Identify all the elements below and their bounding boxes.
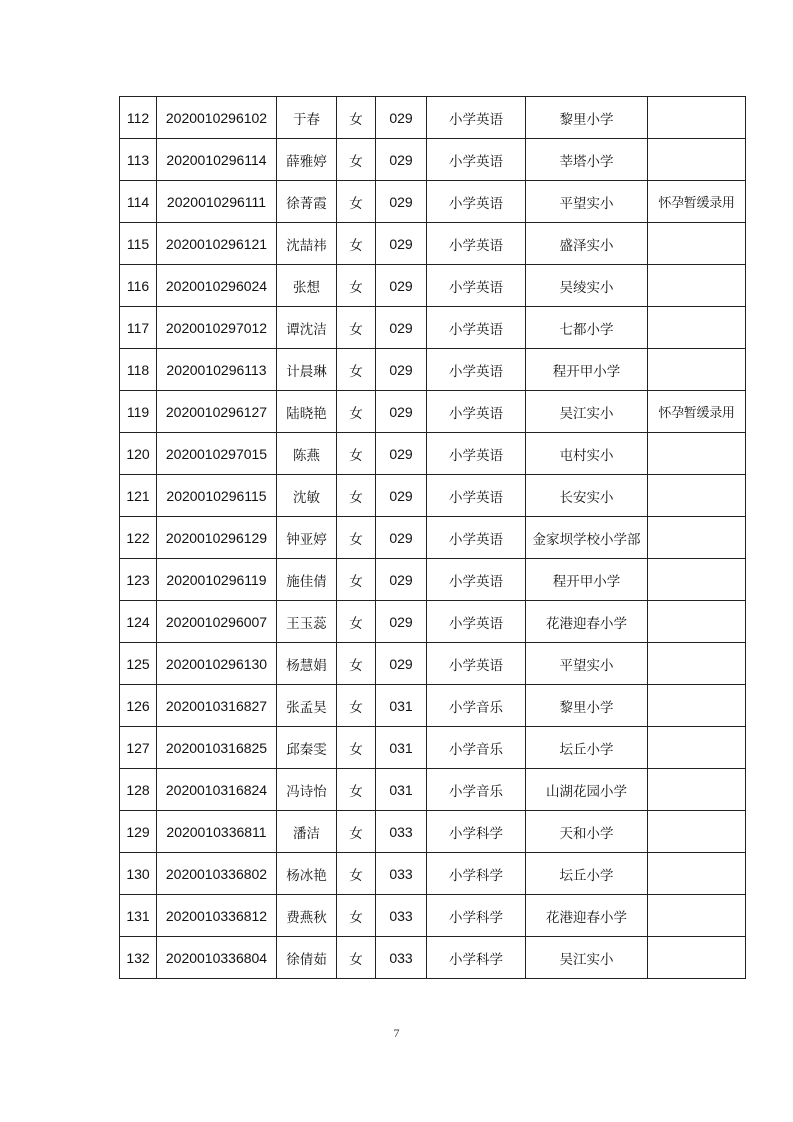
note-cell bbox=[648, 853, 746, 895]
ticket-number-cell: 2020010296114 bbox=[157, 139, 277, 181]
school-cell: 平望实小 bbox=[526, 181, 648, 223]
table-row bbox=[120, 391, 746, 433]
candidate-name-cell: 潘洁 bbox=[277, 811, 337, 853]
page-number: 7 bbox=[393, 1026, 400, 1040]
school-cell: 长安实小 bbox=[526, 475, 648, 517]
ticket-number-cell: 2020010296121 bbox=[157, 223, 277, 265]
table-row bbox=[120, 559, 746, 601]
table-row bbox=[120, 517, 746, 559]
ticket-number-cell: 2020010296113 bbox=[157, 349, 277, 391]
note-cell bbox=[648, 895, 746, 937]
school-cell: 坛丘小学 bbox=[526, 853, 648, 895]
subject-cell: 小学音乐 bbox=[427, 769, 526, 811]
candidate-name-cell: 徐倩茹 bbox=[277, 937, 337, 979]
gender-cell: 女 bbox=[337, 559, 376, 601]
row-number-cell: 129 bbox=[120, 811, 157, 853]
table-row bbox=[120, 685, 746, 727]
gender-cell: 女 bbox=[337, 307, 376, 349]
position-code-cell: 033 bbox=[376, 811, 427, 853]
school-cell: 黎里小学 bbox=[526, 685, 648, 727]
gender-cell: 女 bbox=[337, 265, 376, 307]
subject-cell: 小学英语 bbox=[427, 517, 526, 559]
ticket-number-cell: 2020010316825 bbox=[157, 727, 277, 769]
gender-cell: 女 bbox=[337, 223, 376, 265]
roster-body bbox=[120, 97, 746, 979]
candidate-name-cell: 张孟昊 bbox=[277, 685, 337, 727]
ticket-number-cell: 2020010296119 bbox=[157, 559, 277, 601]
note-cell bbox=[648, 643, 746, 685]
ticket-number-cell: 2020010336811 bbox=[157, 811, 277, 853]
position-code-cell: 029 bbox=[376, 307, 427, 349]
table-row bbox=[120, 643, 746, 685]
position-code-cell: 029 bbox=[376, 433, 427, 475]
note-cell: 怀孕暂缓录用 bbox=[648, 391, 746, 433]
note-cell bbox=[648, 727, 746, 769]
gender-cell: 女 bbox=[337, 97, 376, 139]
candidate-name-cell: 于春 bbox=[277, 97, 337, 139]
school-cell: 吴绫实小 bbox=[526, 265, 648, 307]
row-number-cell: 125 bbox=[120, 643, 157, 685]
note-cell bbox=[648, 769, 746, 811]
row-number-cell: 114 bbox=[120, 181, 157, 223]
gender-cell: 女 bbox=[337, 685, 376, 727]
table-row bbox=[120, 349, 746, 391]
candidate-name-cell: 钟亚婷 bbox=[277, 517, 337, 559]
candidate-name-cell: 徐菁霞 bbox=[277, 181, 337, 223]
ticket-number-cell: 2020010336804 bbox=[157, 937, 277, 979]
candidate-name-cell: 薛雅婷 bbox=[277, 139, 337, 181]
position-code-cell: 029 bbox=[376, 517, 427, 559]
position-code-cell: 029 bbox=[376, 601, 427, 643]
subject-cell: 小学科学 bbox=[427, 937, 526, 979]
candidate-name-cell: 邱秦雯 bbox=[277, 727, 337, 769]
subject-cell: 小学英语 bbox=[427, 559, 526, 601]
row-number-cell: 130 bbox=[120, 853, 157, 895]
gender-cell: 女 bbox=[337, 139, 376, 181]
table-row bbox=[120, 937, 746, 979]
ticket-number-cell: 2020010296115 bbox=[157, 475, 277, 517]
subject-cell: 小学英语 bbox=[427, 307, 526, 349]
gender-cell: 女 bbox=[337, 601, 376, 643]
school-cell: 莘塔小学 bbox=[526, 139, 648, 181]
candidate-name-cell: 计晨琳 bbox=[277, 349, 337, 391]
subject-cell: 小学英语 bbox=[427, 139, 526, 181]
subject-cell: 小学英语 bbox=[427, 181, 526, 223]
school-cell: 平望实小 bbox=[526, 643, 648, 685]
note-cell bbox=[648, 811, 746, 853]
roster-table bbox=[119, 96, 746, 979]
position-code-cell: 029 bbox=[376, 97, 427, 139]
table-row bbox=[120, 265, 746, 307]
subject-cell: 小学英语 bbox=[427, 433, 526, 475]
row-number-cell: 112 bbox=[120, 97, 157, 139]
row-number-cell: 113 bbox=[120, 139, 157, 181]
gender-cell: 女 bbox=[337, 475, 376, 517]
note-cell bbox=[648, 475, 746, 517]
subject-cell: 小学音乐 bbox=[427, 685, 526, 727]
table-row bbox=[120, 97, 746, 139]
candidate-name-cell: 张想 bbox=[277, 265, 337, 307]
ticket-number-cell: 2020010296007 bbox=[157, 601, 277, 643]
school-cell: 坛丘小学 bbox=[526, 727, 648, 769]
candidate-name-cell: 费燕秋 bbox=[277, 895, 337, 937]
subject-cell: 小学科学 bbox=[427, 895, 526, 937]
note-cell bbox=[648, 559, 746, 601]
subject-cell: 小学科学 bbox=[427, 811, 526, 853]
ticket-number-cell: 2020010296111 bbox=[157, 181, 277, 223]
school-cell: 花港迎春小学 bbox=[526, 601, 648, 643]
ticket-number-cell: 2020010297015 bbox=[157, 433, 277, 475]
position-code-cell: 029 bbox=[376, 265, 427, 307]
note-cell bbox=[648, 517, 746, 559]
subject-cell: 小学英语 bbox=[427, 475, 526, 517]
school-cell: 吴江实小 bbox=[526, 391, 648, 433]
ticket-number-cell: 2020010296130 bbox=[157, 643, 277, 685]
table-row bbox=[120, 769, 746, 811]
row-number-cell: 117 bbox=[120, 307, 157, 349]
subject-cell: 小学英语 bbox=[427, 223, 526, 265]
table-row bbox=[120, 811, 746, 853]
note-cell bbox=[648, 349, 746, 391]
table-row bbox=[120, 307, 746, 349]
subject-cell: 小学英语 bbox=[427, 643, 526, 685]
row-number-cell: 120 bbox=[120, 433, 157, 475]
ticket-number-cell: 2020010296024 bbox=[157, 265, 277, 307]
row-number-cell: 127 bbox=[120, 727, 157, 769]
table-row bbox=[120, 475, 746, 517]
row-number-cell: 115 bbox=[120, 223, 157, 265]
ticket-number-cell: 2020010316824 bbox=[157, 769, 277, 811]
table-row bbox=[120, 895, 746, 937]
row-number-cell: 131 bbox=[120, 895, 157, 937]
candidate-name-cell: 谭沈洁 bbox=[277, 307, 337, 349]
gender-cell: 女 bbox=[337, 517, 376, 559]
gender-cell: 女 bbox=[337, 895, 376, 937]
position-code-cell: 029 bbox=[376, 391, 427, 433]
table-row bbox=[120, 223, 746, 265]
note-cell bbox=[648, 433, 746, 475]
candidate-name-cell: 杨慧娟 bbox=[277, 643, 337, 685]
row-number-cell: 118 bbox=[120, 349, 157, 391]
row-number-cell: 132 bbox=[120, 937, 157, 979]
note-cell bbox=[648, 601, 746, 643]
row-number-cell: 123 bbox=[120, 559, 157, 601]
school-cell: 七都小学 bbox=[526, 307, 648, 349]
note-cell bbox=[648, 307, 746, 349]
position-code-cell: 033 bbox=[376, 895, 427, 937]
school-cell: 屯村实小 bbox=[526, 433, 648, 475]
position-code-cell: 033 bbox=[376, 853, 427, 895]
row-number-cell: 122 bbox=[120, 517, 157, 559]
row-number-cell: 126 bbox=[120, 685, 157, 727]
subject-cell: 小学英语 bbox=[427, 97, 526, 139]
note-cell bbox=[648, 265, 746, 307]
ticket-number-cell: 2020010336812 bbox=[157, 895, 277, 937]
gender-cell: 女 bbox=[337, 937, 376, 979]
note-cell bbox=[648, 937, 746, 979]
gender-cell: 女 bbox=[337, 811, 376, 853]
position-code-cell: 029 bbox=[376, 349, 427, 391]
ticket-number-cell: 2020010296127 bbox=[157, 391, 277, 433]
gender-cell: 女 bbox=[337, 727, 376, 769]
school-cell: 程开甲小学 bbox=[526, 559, 648, 601]
position-code-cell: 033 bbox=[376, 937, 427, 979]
table-row bbox=[120, 433, 746, 475]
subject-cell: 小学音乐 bbox=[427, 727, 526, 769]
note-cell bbox=[648, 685, 746, 727]
note-cell bbox=[648, 139, 746, 181]
gender-cell: 女 bbox=[337, 349, 376, 391]
position-code-cell: 031 bbox=[376, 685, 427, 727]
gender-cell: 女 bbox=[337, 769, 376, 811]
school-cell: 金家坝学校小学部 bbox=[526, 517, 648, 559]
ticket-number-cell: 2020010316827 bbox=[157, 685, 277, 727]
row-number-cell: 121 bbox=[120, 475, 157, 517]
school-cell: 吴江实小 bbox=[526, 937, 648, 979]
position-code-cell: 029 bbox=[376, 475, 427, 517]
position-code-cell: 029 bbox=[376, 181, 427, 223]
candidate-name-cell: 陈燕 bbox=[277, 433, 337, 475]
table-row bbox=[120, 139, 746, 181]
position-code-cell: 031 bbox=[376, 769, 427, 811]
position-code-cell: 029 bbox=[376, 223, 427, 265]
ticket-number-cell: 2020010296102 bbox=[157, 97, 277, 139]
ticket-number-cell: 2020010336802 bbox=[157, 853, 277, 895]
gender-cell: 女 bbox=[337, 433, 376, 475]
table-row bbox=[120, 601, 746, 643]
ticket-number-cell: 2020010296129 bbox=[157, 517, 277, 559]
position-code-cell: 031 bbox=[376, 727, 427, 769]
school-cell: 程开甲小学 bbox=[526, 349, 648, 391]
candidate-name-cell: 沈敏 bbox=[277, 475, 337, 517]
candidate-name-cell: 杨冰艳 bbox=[277, 853, 337, 895]
gender-cell: 女 bbox=[337, 853, 376, 895]
row-number-cell: 124 bbox=[120, 601, 157, 643]
position-code-cell: 029 bbox=[376, 139, 427, 181]
note-cell bbox=[648, 97, 746, 139]
candidate-name-cell: 王玉蕊 bbox=[277, 601, 337, 643]
ticket-number-cell: 2020010297012 bbox=[157, 307, 277, 349]
row-number-cell: 119 bbox=[120, 391, 157, 433]
gender-cell: 女 bbox=[337, 643, 376, 685]
subject-cell: 小学英语 bbox=[427, 265, 526, 307]
candidate-name-cell: 陆晓艳 bbox=[277, 391, 337, 433]
table-row bbox=[120, 181, 746, 223]
candidate-name-cell: 冯诗怡 bbox=[277, 769, 337, 811]
note-cell: 怀孕暂缓录用 bbox=[648, 181, 746, 223]
candidate-name-cell: 沈喆祎 bbox=[277, 223, 337, 265]
subject-cell: 小学科学 bbox=[427, 853, 526, 895]
school-cell: 黎里小学 bbox=[526, 97, 648, 139]
position-code-cell: 029 bbox=[376, 559, 427, 601]
school-cell: 天和小学 bbox=[526, 811, 648, 853]
school-cell: 山湖花园小学 bbox=[526, 769, 648, 811]
table-row bbox=[120, 727, 746, 769]
subject-cell: 小学英语 bbox=[427, 349, 526, 391]
subject-cell: 小学英语 bbox=[427, 391, 526, 433]
row-number-cell: 128 bbox=[120, 769, 157, 811]
note-cell bbox=[648, 223, 746, 265]
gender-cell: 女 bbox=[337, 391, 376, 433]
candidate-name-cell: 施佳倩 bbox=[277, 559, 337, 601]
school-cell: 花港迎春小学 bbox=[526, 895, 648, 937]
school-cell: 盛泽实小 bbox=[526, 223, 648, 265]
position-code-cell: 029 bbox=[376, 643, 427, 685]
table-row bbox=[120, 853, 746, 895]
row-number-cell: 116 bbox=[120, 265, 157, 307]
subject-cell: 小学英语 bbox=[427, 601, 526, 643]
gender-cell: 女 bbox=[337, 181, 376, 223]
